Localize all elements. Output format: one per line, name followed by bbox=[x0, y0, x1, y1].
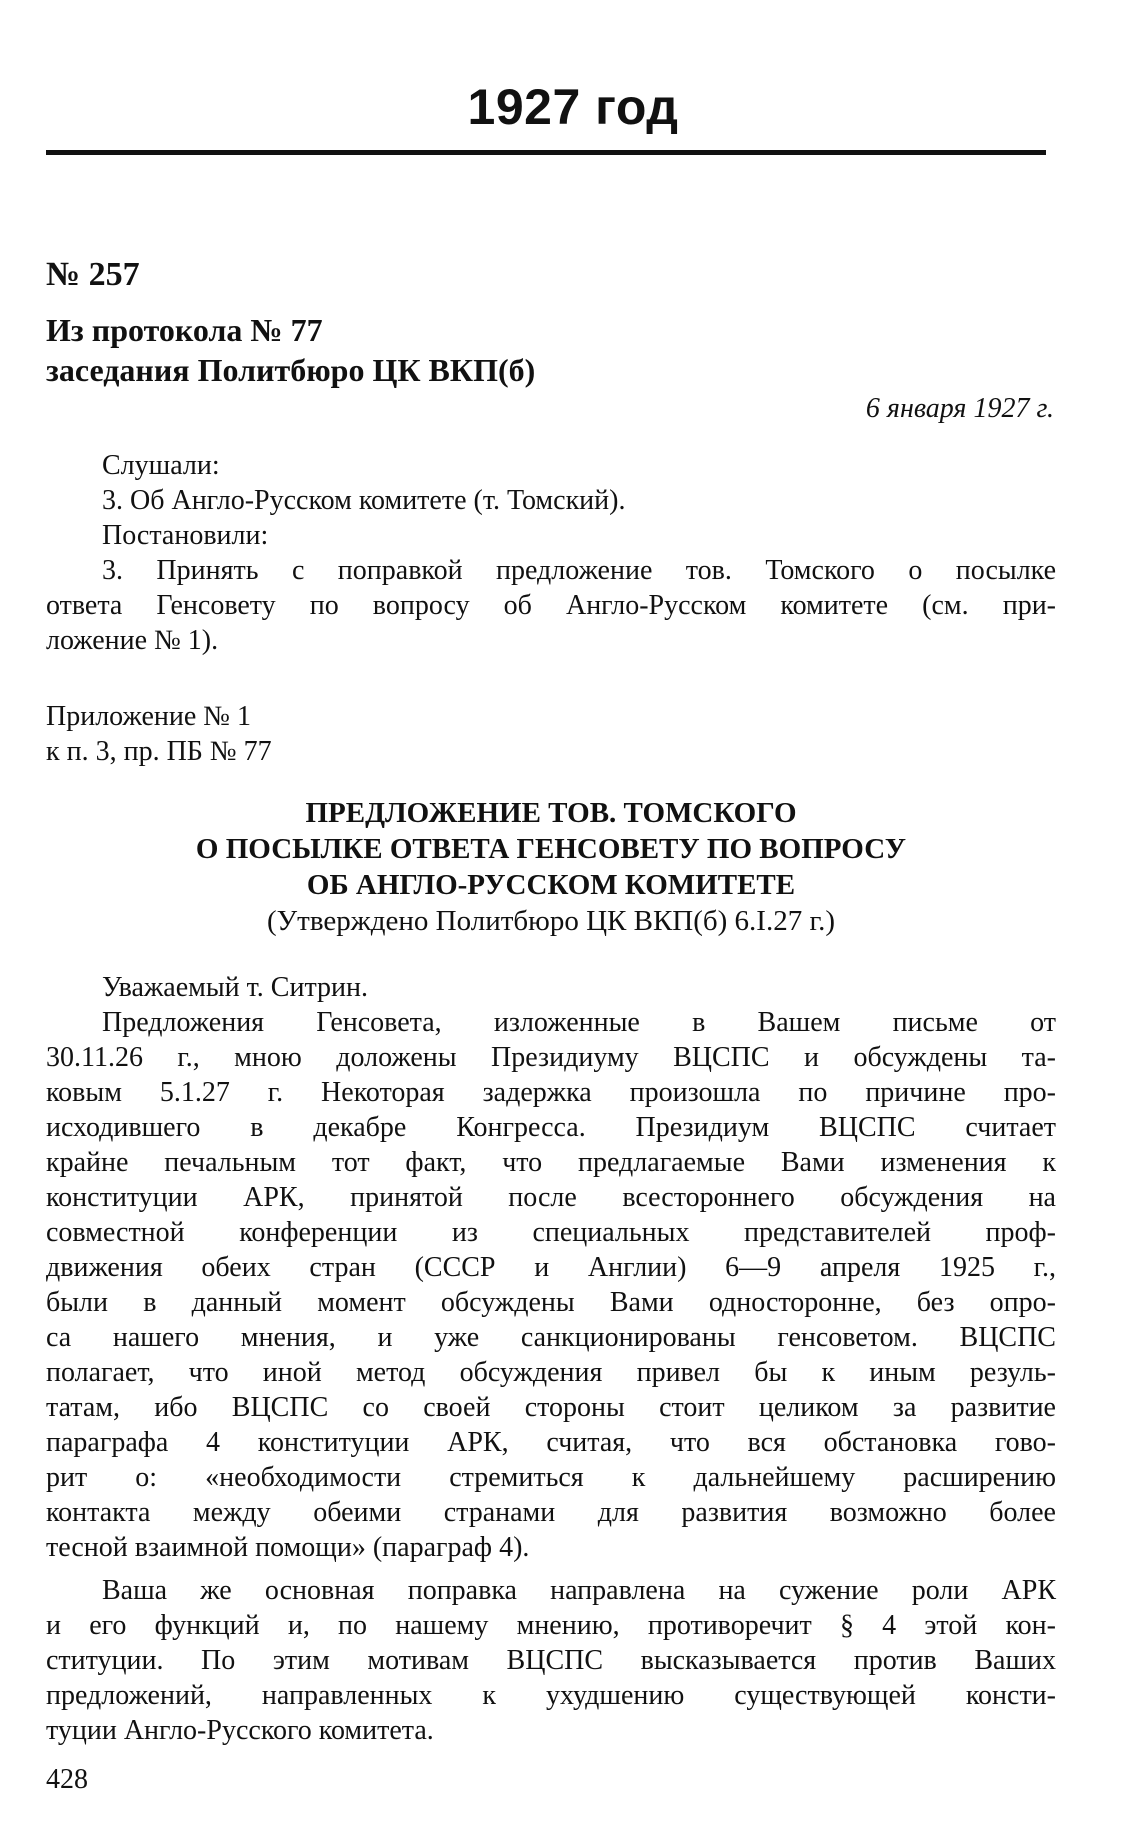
heard-label: Слушали: bbox=[102, 450, 220, 481]
approval-note: (Утверждено Политбюро ЦК ВКП(б) 6.I.27 г.) bbox=[266, 905, 835, 937]
letter-line: были в данный момент обсуждены Вами односторонне, без опро- bbox=[46, 1287, 1056, 1318]
letter-line: параграфа 4 конституции АРК, считая, что вся обстановка гово- bbox=[46, 1427, 1056, 1458]
page-number: 428 bbox=[46, 1764, 88, 1795]
letter-line: тесной взаимной помощи» (параграф 4). bbox=[46, 1532, 530, 1563]
letter-line: исходившего в декабре Конгресса. Президиум ВЦСПС считает bbox=[46, 1112, 1056, 1143]
resolved-line: ложение № 1). bbox=[46, 625, 219, 656]
heading-line: О ПОСЫЛКЕ ОТВЕТА ГЕНСОВЕТУ ПО ВОПРОСУ bbox=[195, 833, 907, 865]
letter-line: и его функций и, по нашему мнению, противоречит § 4 этой кон- bbox=[46, 1610, 1056, 1641]
letter-line: Предложения Генсовета, изложенные в Вашем письме от bbox=[102, 1007, 1056, 1038]
letter-body bbox=[46, 970, 1056, 1748]
header-rule bbox=[46, 150, 1046, 155]
letter-line: рит о: «необходимости стремиться к дальнейшему расширению bbox=[46, 1462, 1056, 1493]
letter-line: конституции АРК, принятой после всестороннего обсуждения на bbox=[46, 1182, 1056, 1213]
protocol-section bbox=[46, 448, 1056, 658]
resolved-line: ответа Генсовету по вопросу об Англо-Русском комитете (см. при- bbox=[46, 590, 1056, 621]
heading-line: ПРЕДЛОЖЕНИЕ ТОВ. ТОМСКОГО bbox=[305, 797, 797, 829]
resolved-label: Постановили: bbox=[102, 520, 269, 551]
letter-line: 30.11.26 г., мною доложены Президиуму ВЦСПС и обсуждены та- bbox=[46, 1042, 1056, 1073]
title-line-1: Из протокола № 77 bbox=[46, 312, 323, 348]
letter-line: са нашего мнения, и уже санкционированы генсоветом. ВЦСПС bbox=[46, 1322, 1056, 1353]
year-header: 1927 год bbox=[467, 79, 679, 135]
letter-line: контакта между обеими странами для развития возможно более bbox=[46, 1497, 1056, 1528]
appendix-reference bbox=[46, 699, 1056, 769]
document-number: № 257 bbox=[46, 256, 140, 293]
letter-line: ституции. По этим мотивам ВЦСПС высказывается против Ваших bbox=[46, 1645, 1056, 1676]
document-title bbox=[46, 310, 535, 390]
paragraph-gap bbox=[46, 1565, 1056, 1573]
proposal-heading bbox=[46, 795, 1056, 939]
appendix-line-2: к п. 3, пр. ПБ № 77 bbox=[46, 736, 272, 767]
resolved-line: 3. Принять с поправкой предложение тов. Томского о посылке bbox=[102, 555, 1056, 586]
letter-line: Ваша же основная поправка направлена на сужение роли АРК bbox=[102, 1575, 1056, 1606]
letter-line: совместной конференции из специальных представителей проф- bbox=[46, 1217, 1056, 1248]
heard-item: 3. Об Англо-Русском комитете (т. Томский). bbox=[102, 485, 626, 516]
letter-line: крайне печальным тот факт, что предлагаемые Вами изменения к bbox=[46, 1147, 1056, 1178]
heading-line: ОБ АНГЛО-РУССКОМ КОМИТЕТЕ bbox=[306, 869, 796, 901]
title-line-2: заседания Политбюро ЦК ВКП(б) bbox=[46, 352, 536, 388]
appendix-line-1: Приложение № 1 bbox=[46, 701, 251, 732]
salutation: Уважаемый т. Ситрин. bbox=[102, 972, 368, 1003]
letter-line: движения обеих стран (СССР и Англии) 6—9 апреля 1925 г., bbox=[46, 1252, 1056, 1283]
letter-line: полагает, что иной метод обсуждения привел бы к иным резуль- bbox=[46, 1357, 1056, 1388]
letter-line: татам, ибо ВЦСПС со своей стороны стоит целиком за развитие bbox=[46, 1392, 1056, 1423]
document-date: 6 января 1927 г. bbox=[865, 393, 1054, 424]
letter-line: ковым 5.1.27 г. Некоторая задержка произошла по причине про- bbox=[46, 1077, 1056, 1108]
letter-line: предложений, направленных к ухудшению существующей консти- bbox=[46, 1680, 1056, 1711]
letter-line: туции Англо-Русского комитета. bbox=[46, 1715, 434, 1746]
